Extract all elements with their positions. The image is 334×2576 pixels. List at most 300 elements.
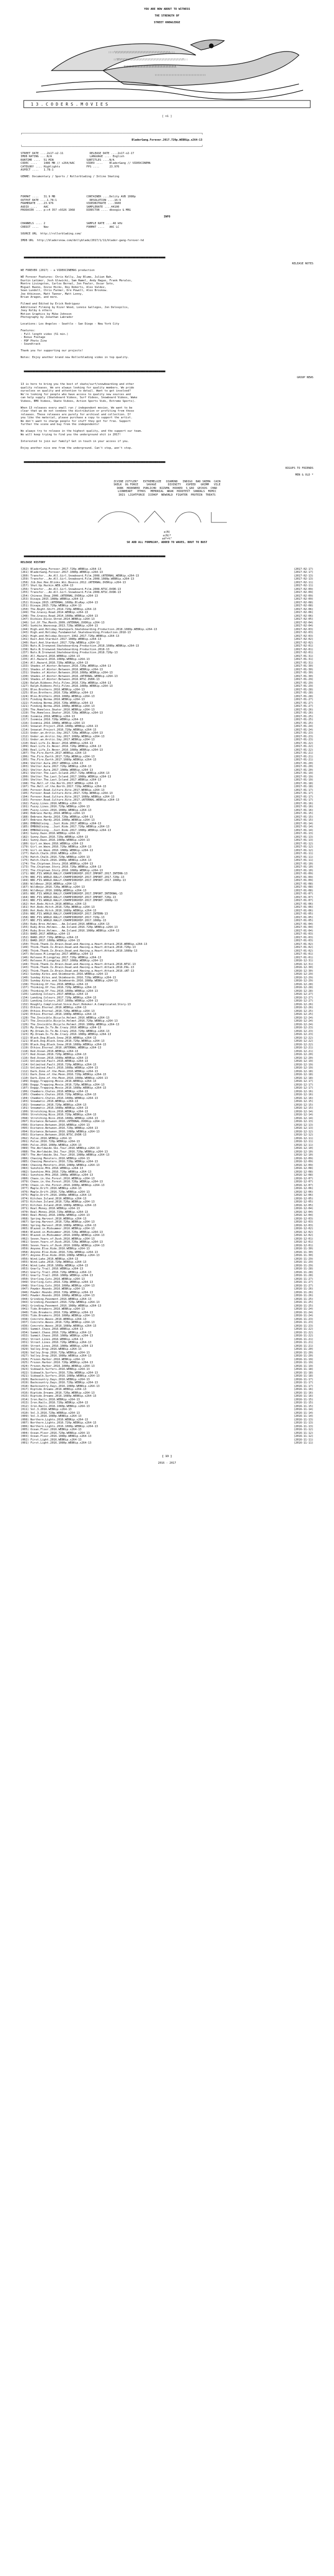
history-date: (2016-12-16)	[293, 1096, 313, 1100]
history-date: (2016-12-27)	[293, 993, 313, 996]
history-release-name: (104) Chambers.Chutes.2016.1080p.WEBRip.x264-13	[21, 1096, 98, 1100]
history-date: (2016-11-24)	[293, 1308, 313, 1311]
field-label: FORMAT ....	[86, 225, 110, 229]
field-row	[21, 209, 313, 212]
history-date: (2016-12-16)	[293, 1093, 313, 1096]
history-release-name: (098) Stretching.Nice.2016.1080p.WEBRip.x264-13	[21, 1116, 98, 1120]
history-date: (2017-01-20)	[293, 761, 313, 765]
history-release-name: (233) Shades.of.Winter.Between.2016.720p.WEBRip.x264-13	[21, 665, 111, 668]
history-date: (2016-12-17)	[293, 1087, 313, 1090]
history-date: (2016-12-22)	[293, 1036, 313, 1040]
history-release-name: (105) Chambers.Chutes.2016.720p.WEBRip.x264-13	[21, 1093, 96, 1096]
history-release-name: (148) Think.Thank.Is.Brain.Dead.and.Having.a.Heart.Attack.2016.1080p-13	[21, 949, 138, 953]
greetings-label: BIGUPS TO FRIENDS	[285, 466, 313, 470]
history-date: (2016-12-08)	[293, 1170, 313, 1174]
history-release-name: (213) Under.an.Arctic.Sky.2017.720p.WEBRip.x264-13	[21, 732, 103, 735]
notes-line: - Soundtrack	[21, 343, 41, 346]
field-value: p:c4 357 c9326 1968	[43, 209, 87, 212]
imdb-url[interactable]: http://bladersnow.com/dollyblade/2017/1/11/blader-gang-forever-hd	[37, 239, 144, 242]
field-value: 23.976	[109, 165, 153, 168]
group-news	[21, 383, 313, 450]
history-date: (2017-01-31)	[293, 661, 313, 665]
svg-text:llllllllllllllllllllllllllllll: llllllllllllllllllllllllllllllllll	[124, 65, 177, 69]
history-date: (2017-02-13)	[293, 574, 313, 578]
history-date: (2016-12-28)	[293, 986, 313, 989]
history-date: (2017-01-08)	[293, 882, 313, 886]
field-value: 2	[43, 222, 87, 225]
history-date: (2016-12-08)	[293, 1174, 313, 1177]
news-line: releases. These releases are purely for archival and collection. If	[21, 413, 131, 416]
news-line: quality releases. We are always looking for quality members. We pride	[21, 386, 135, 389]
history-date: (2016-12-15)	[293, 1103, 313, 1107]
history-release-name: (234) All.Hazard.2016.720p.WEBRip.x264-13	[21, 661, 88, 665]
history-date: (2017-02-09)	[293, 598, 313, 601]
history-date: (2017-02-06)	[293, 614, 313, 618]
history-release-name: (241) Rust.And.Stardust.2017.1080p.WEBRip.x264-13	[21, 638, 102, 641]
notes-line: Montre Livingston, Carlos Bernal, Jon Fowler, Oscar Soto,	[21, 282, 114, 285]
history-date: (2016-11-25)	[293, 1304, 313, 1308]
history-date: (2016-12-23)	[293, 1029, 313, 1033]
history-date: (2017-01-19)	[293, 778, 313, 782]
history-release-name: (164) NBC.FIS.WORLD.RALLY.CHAMPIONSHIP.2017.IMPORT.720p-13	[21, 895, 116, 899]
release-fields	[21, 152, 313, 172]
history-date: (2016-11-28)	[293, 1270, 313, 1274]
history-date: (2016-11-16)	[293, 1391, 313, 1395]
history-date: (2017-02-06)	[293, 607, 313, 611]
history-date: (2016-12-22)	[293, 1040, 313, 1043]
history-release-name: (084) Chasing.Monsters.2016.1080p.WEBRip.x264-13	[21, 1163, 100, 1167]
history-release-name: (037) Concrete.Waves.2016.720p.WEBRip.x264-13	[21, 1321, 95, 1324]
history-date: (2016-12-18)	[293, 1070, 313, 1073]
history-release-name: (218) Isomnia.2016.WEBRip.x264-13	[21, 715, 75, 718]
field-label: CATEGORY ....	[21, 165, 44, 168]
field-value: 1486 MB // x264/AAC	[43, 162, 87, 165]
history-date: (2016-11-21)	[293, 1344, 313, 1348]
history-date: (2016-12-03)	[293, 1221, 313, 1224]
history-release-name: (073) Kitchen.Island.2016.720p.WEBRip.x264-13	[21, 1200, 95, 1204]
history-release-name: (212) Under.an.Arctic.Sky.2017.1080p.WEBRip.x264-13	[21, 735, 105, 738]
history-date: (2016-12-06)	[293, 1190, 313, 1194]
field-label: CONTAINER ....	[86, 195, 110, 198]
field-value: dboogie & MRG	[109, 209, 153, 212]
signoff-line: a(N)	[163, 531, 171, 534]
history-release-name: (002) First.Light.2016.WEBRip.x264-13	[21, 1438, 81, 1442]
history-release-name: (156) Ruby.Bros.Holmes...Am.Island.2016.WEBRip.x264-13	[21, 922, 110, 926]
history-date: (2017-01-11)	[293, 859, 313, 862]
history-date: (2017-01-26)	[293, 711, 313, 715]
field-label: LANGUAGE ....	[89, 155, 113, 158]
history-date: (2016-11-24)	[293, 1311, 313, 1314]
history-date: (2016-11-30)	[293, 1247, 313, 1250]
field-label: DIRECTOR ....	[86, 209, 110, 212]
history-date: (2017-01-19)	[293, 775, 313, 778]
history-release-name: (123) My.Dream.Is.To.Be.Crazy.2016.1080p.WEBRip.x264-13	[21, 1033, 111, 1036]
field-label: IMDB RATING ....	[21, 155, 47, 158]
notes-line: - Bonus Footage	[21, 336, 45, 339]
history-release-name: (255) Transfer...An.All.Girl.Snowboard.Film.2008.NTSC.DVDR-13	[21, 591, 121, 594]
history-date: (2016-11-13)	[293, 1421, 313, 1425]
history-date: (2017-01-02)	[293, 942, 313, 946]
history-date: (2017-01-13)	[293, 835, 313, 839]
history-release-name: (027) Valley.Drop.2016.1080p.WEBRip.x264-13	[21, 1354, 92, 1358]
history-release-name: (182) Sunny.Daze.2016.720p.WEBRip.x264-13	[21, 835, 88, 839]
history-release-name: (210) Real.Life.Is.Never.2016.WEBRip.x264-13	[21, 741, 93, 745]
field-value: 2o17-o2-17	[118, 151, 161, 155]
field-label: VIDEO ....	[86, 162, 110, 165]
history-release-name: (216) Isomnia.2016.1080p.WEBRip.x264-13	[21, 721, 85, 725]
history-date: (2017-02-09)	[293, 591, 313, 594]
history-release-name: (060) Seven.Years.of.Dusk.2016.1080p.WEBRip.x264-13	[21, 1244, 105, 1247]
history-release-name: (259) Transfer...An.All.Girl.Snowboard.Film.2008.1080p.WEBRip.x264-13	[21, 578, 135, 581]
history-date: (2016-12-09)	[293, 1160, 313, 1163]
history-release-name: (131) Ethios.Eternal.2016.WEBRip.x264-13	[21, 1006, 87, 1009]
greetings-list	[21, 480, 313, 497]
history-release-name: (034) Summit.Chase.2016.720p.WEBRip.x264-13	[21, 1331, 92, 1334]
history-date: (2016-12-11)	[293, 1140, 313, 1143]
history-date: (2017-01-27)	[293, 701, 313, 705]
history-date: (2017-01-23)	[293, 732, 313, 735]
history-date: (2016-12-10)	[293, 1150, 313, 1154]
history-release-name: (209) Real.Life.Is.Never.2016.720p.WEBRip.x264-13	[21, 745, 102, 748]
news-line: When 13 releases every small run / independent movies. We want to be	[21, 406, 132, 410]
history-release-name: (061) Seven.Years.of.Dusk.2016.720p.WEBRip.x264-13	[21, 1241, 103, 1244]
history-release-name: (149) Think.Thank.Is.Brain.Dead.and.Having.a.Heart.Attack.2016.720p-13	[21, 946, 136, 949]
history-date: (2017-02-02)	[293, 641, 313, 645]
history-release-name: (086) Chasing.Monsters.2016.WEBRip.x264-13	[21, 1157, 90, 1160]
field-label	[87, 168, 110, 172]
history-date: (2017-02-17)	[293, 567, 313, 571]
notes-line: Brian Aragon, and more.	[21, 296, 59, 299]
history-release-name: (172) The.Chiptown.Story.2016.1080p.WEBRip.x264-13	[21, 869, 103, 872]
history-date: (2017-01-06)	[293, 909, 313, 912]
history-date: (2017-01-01)	[293, 956, 313, 959]
history-date: (2017-01-21)	[293, 755, 313, 758]
field-label: ASPECT ....	[21, 168, 44, 172]
history-release-name: (118) Red.Ocean.2016.WEBRip.x264-13	[21, 1049, 78, 1053]
history-date: (2016-11-25)	[293, 1301, 313, 1304]
history-date: (2017-02-06)	[293, 611, 313, 614]
history-date: (2016-12-25)	[293, 1009, 313, 1013]
history-date: (2017-01-04)	[293, 929, 313, 933]
history-release-name: (192) Fuzzy.Lines.2016.WEBRip.x264-13	[21, 802, 81, 805]
history-date: (2017-01-19)	[293, 772, 313, 775]
history-release-name: (058) Anyone.Else.Ride.2016.720p.WEBRip.x264-13	[21, 1250, 98, 1254]
history-date: (2016-12-19)	[293, 1060, 313, 1063]
field-label: AUDIO ....	[21, 205, 44, 209]
signoff-logo	[21, 507, 313, 528]
history-release-name: (207) The.Fire.Earth.2017.WEBRip.x264-13	[21, 752, 87, 755]
history-release-name: (048) Sterling.Cuts.2016.1080p.WEBRip.x264-13	[21, 1284, 95, 1287]
history-release-name: (112) Dark.Zone.of.the.Moon.2016.WEBRip.x264-13	[21, 1070, 98, 1073]
history-date: (2016-11-30)	[293, 1254, 313, 1257]
history-release-name: (019) Backcountry.Days.2016.720p.WEBRip.x264-13	[21, 1381, 98, 1384]
history-date: (2017-01-17)	[293, 792, 313, 795]
history-release-name: (174) The.Chiptown.Story.2016.WEBRip.x264-13	[21, 862, 93, 866]
field-value: English	[112, 155, 156, 158]
history-date: (2016-11-15)	[293, 1404, 313, 1408]
history-release-name: (032) Street.Lines.2016.WEBRip.x264-13	[21, 1337, 84, 1341]
news-line: We're looking for people who have access to quality new sources and	[21, 393, 131, 396]
history-release-name: (175) Hatch.Chalk.2016.1080p.WEBRip.x264-13	[21, 859, 92, 862]
history-release-name: (059) Anyone.Else.Ride.2016.WEBRip.x264-13	[21, 1247, 90, 1250]
field-value: 51 MIN	[43, 158, 87, 162]
history-date: (2016-12-14)	[293, 1110, 313, 1113]
history-release-name: (031) Street.Lines.2016.720p.WEBRip.x264-13	[21, 1341, 92, 1344]
history-release-name: (257) Shut.Up.Huckin.WEB.x264-13	[21, 584, 74, 587]
history-release-name: (094) Distance.Between.2016.1080p.WEBRip.x264-13	[21, 1130, 100, 1133]
history-date: (2017-01-12)	[293, 845, 313, 849]
history-date: (2017-01-22)	[293, 741, 313, 745]
field-value: 1.78:1	[47, 198, 90, 202]
history-release-name: (013) Iron.Rails.2016.720p.WEBRip.x264-13	[21, 1401, 88, 1404]
history-release-name: (231) Shades.of.Winter.Between.2016.1080p.WEBRip.x264-13	[21, 671, 113, 674]
history-release-name: (080) Chaos.in.the.Forest.2016.WEBRip.x264-13	[21, 1177, 95, 1180]
history-release-name: (089) The.Worldwide.Ski.Tour.2016.WEBRip.x264-13	[21, 1147, 100, 1150]
history-release-name: (144) Think.Thank.Is.Brain.Dead.and.Having.a.Heart.Attack.2016.NTSC-13	[21, 962, 136, 966]
motto-line-3: STREET KNOWLEDGE	[154, 21, 180, 24]
news-line: We don't want to charge people for stuff they got for free. Support	[21, 419, 131, 423]
field-value: 44100	[111, 205, 154, 209]
history-release-name: (128) The.Invisible.Bicycle.Helmet.2016.WEBRip.x264-13	[21, 1016, 110, 1020]
history-release-name: (258) Jib.Dee.Hoe.Blinks.Wii.Bounce.2012.iNTERNAL.DVDRip.x264-13	[21, 581, 126, 584]
history-date: (2016-12-11)	[293, 1137, 313, 1140]
history-date: (2016-12-28)	[293, 982, 313, 986]
history-release-name: (229) Shades.of.Winter.Between.2016.NTSC.DVDR-13	[21, 678, 100, 681]
history-release-name: (157) NBC.FIS.WORLD.RALLY.CHAMPIONSHIP.2017.1080p-13	[21, 919, 106, 922]
history-release-name: (129) Ethios.Eternal.2016.1080p.WEBRip.x264-13	[21, 1013, 96, 1016]
history-date: (2017-02-01)	[293, 645, 313, 648]
field-value: N/A	[109, 158, 153, 162]
history-release-name: (223) Finding.Norma.2016.WEBRip.x264-13	[21, 698, 85, 701]
history-date: (2017-01-15)	[293, 812, 313, 815]
history-date: (2016-12-13)	[293, 1120, 313, 1123]
history-release-name: (201) Shelter.The.Last.Island.2017.720p.WEBRip.x264-13	[21, 772, 110, 775]
source-url[interactable]: http://rollerblading.com/	[40, 232, 82, 235]
history-date: (2016-12-22)	[293, 1043, 313, 1046]
history-date: (2017-02-08)	[293, 604, 313, 607]
history-release-name: (038) Concrete.Waves.2016.WEBRip.x264-13	[21, 1317, 87, 1321]
history-date: (2016-12-20)	[293, 1053, 313, 1056]
history-date: (2016-12-28)	[293, 989, 313, 993]
history-date: (2016-11-29)	[293, 1257, 313, 1261]
history-date: (2016-12-27)	[293, 996, 313, 999]
history-release-name: (189) Embrace.Hardy.2016.WEBRip.x264-13	[21, 812, 85, 815]
signoff-line: SO ADD ALL FORMUJAY, ADDED TO WAVES, BOUT TO BUST	[126, 540, 208, 544]
history-release-name: (159) NBC.FIS.WORLD.RALLY.CHAMPIONSHIP.2017.INTERN-13	[21, 912, 108, 916]
history-date: (2016-11-26)	[293, 1291, 313, 1294]
news-line: We always try to release in the highest quality, and the support our team.	[21, 430, 142, 433]
history-release-name: (102) Snowmatic.2016.720p.WEBRip.x264-13	[21, 1103, 87, 1107]
history-release-name: (202) Shelter.Aura.2017.1080p.WEBRip.x264-13	[21, 768, 93, 772]
history-date: (2017-02-13)	[293, 578, 313, 581]
news-line: you like the material, please purchase a copy to support the artist.	[21, 416, 132, 419]
history-release-name: (012) Iron.Rails.2016.1080p.WEBRip.x264-13	[21, 1404, 90, 1408]
history-date: (2016-11-21)	[293, 1337, 313, 1341]
history-release-name: (251) Dixaya.2015.720p.WEBRip.x264-13	[21, 604, 81, 607]
history-date: (2016-12-31)	[293, 962, 313, 966]
signoff-line: ad*+%"	[162, 537, 172, 540]
history-date: (2016-12-05)	[293, 1200, 313, 1204]
history-date: (2016-12-15)	[293, 1107, 313, 1110]
history-release-name: (074) Kitchen.Island.2016.WEBRip.x264-13	[21, 1197, 87, 1200]
history-release-name: (076) Maple.Drift.2016.720p.WEBRip.x264-13	[21, 1190, 90, 1194]
history-release-name: (168) Wildboyz.2016.WEBRip.x264-13	[21, 882, 77, 886]
history-release-name: (246) 1st.Of.The.Month.2009.iNTERNAL.DVDRip.x264-13	[21, 621, 105, 624]
history-date: (2017-01-17)	[293, 799, 313, 802]
history-release-name: (132) Roughly.Complicated.Since.Dust.Hoboker.A.Complicated.Story-13	[21, 1003, 131, 1006]
history-release-name: (029) Valley.Drop.2016.WEBRip.x264-13	[21, 1348, 81, 1351]
history-row	[21, 1442, 313, 1445]
history-date: (2017-01-04)	[293, 922, 313, 926]
history-date: (2016-12-12)	[293, 1130, 313, 1133]
history-release-name: (124) My.Dream.Is.To.Be.Crazy.2016.720p.WEBRip.x264-13	[21, 1029, 110, 1033]
history-date: (2017-01-20)	[293, 768, 313, 772]
history-date: (2016-12-10)	[293, 1154, 313, 1157]
specs-section	[21, 192, 313, 246]
field-label: SAMPLERATE ....	[86, 205, 111, 209]
history-release-name: (109) Doggy.Trapping.Movie.2016.WEBRip.x264-13	[21, 1080, 96, 1083]
history-release-name: (245) Sunkite.Wavesoup.2013.720p.WEBRip.x264-13	[21, 624, 98, 628]
history-date: (2017-01-01)	[293, 953, 313, 956]
history-date: (2016-11-23)	[293, 1324, 313, 1328]
history-date: (2016-11-20)	[293, 1351, 313, 1354]
history-date: (2016-12-29)	[293, 976, 313, 979]
field-label: SUBTITLES ....	[86, 158, 110, 162]
history-date: (2017-01-14)	[293, 822, 313, 825]
history-date: (2016-11-18)	[293, 1368, 313, 1371]
history-release-name: (078) Chaos.in.the.Forest.2016.1080p.WEBRip.x264-13	[21, 1183, 105, 1187]
history-release-name: (145) Release.M.Longplay.2017.1080p.WEBRip.x264-13	[21, 959, 103, 962]
history-date: (2016-11-30)	[293, 1250, 313, 1254]
history-date: (2016-11-22)	[293, 1334, 313, 1337]
history-date: (2016-11-12)	[293, 1435, 313, 1438]
history-release-name: (244) High.and.Holiday.Skatepark.Skateboarding.Production.2018.1080p.WEBRip.x264-13	[21, 628, 157, 631]
history-date: (2017-01-21)	[293, 758, 313, 761]
history-release-name: (232) Shades.of.Winter.Between.2016.WEBRip.x264-13	[21, 668, 103, 671]
history-date: (2017-02-05)	[293, 618, 313, 621]
history-date: (2016-12-09)	[293, 1157, 313, 1160]
history-release-name: (075) Maple.Drift.2016.1080p.WEBRip.x264-13	[21, 1194, 92, 1197]
history-date: (2017-01-03)	[293, 933, 313, 936]
history-date: (2016-11-17)	[293, 1384, 313, 1388]
history-release-name: (133) Landing.Colours.2017.1080p.WEBRip.x264-13	[21, 999, 98, 1003]
history-date: (2016-12-12)	[293, 1133, 313, 1137]
history-release-name: (154) Ruby.Bros.Holmes...Am.Island.2016.1080p.WEBRip.x264-13	[21, 929, 120, 933]
history-date: (2016-12-19)	[293, 1066, 313, 1070]
history-release-name: (110) Dark.Zone.of.the.Moon.2016.1080p.WEBRip.x264-13	[21, 1076, 108, 1080]
history-date: (2016-12-19)	[293, 1063, 313, 1066]
history-release-name: (162) Hot.Rods.Hitch.2016.WEBRip.x264-13	[21, 902, 87, 906]
history-date: (2016-11-19)	[293, 1358, 313, 1361]
history-release-name: (225) Bloo.Brothers.2016.720p.WEBRip.x264-13	[21, 691, 93, 694]
history-date: (2016-11-22)	[293, 1331, 313, 1334]
history-date: (2017-02-01)	[293, 651, 313, 654]
history-release-name: (050) Sterling.Cuts.2016.WEBRip.x264-13	[21, 1277, 85, 1281]
history-date: (2017-01-05)	[293, 916, 313, 919]
history-date: (2017-01-18)	[293, 782, 313, 785]
history-release-name: (204) Shelter.Aura.2017.WEBRip.x264-13	[21, 761, 84, 765]
release-notes-label: RELEASE NOTES	[292, 262, 313, 265]
history-date: (2016-11-27)	[293, 1281, 313, 1284]
history-release-name: (181) Sunny.Daze.2016.1080p.WEBRip.x264-13	[21, 839, 90, 842]
motto-line-1: YOU ARE NOW ABOUT TO WITNESS	[144, 7, 190, 11]
history-date: (2016-12-17)	[293, 1083, 313, 1087]
notes-line: Joe Atkinson, Matt Tanner, Matt Lonny,	[21, 292, 84, 296]
history-date: (2017-02-09)	[293, 587, 313, 591]
history-date: (2016-12-07)	[293, 1180, 313, 1183]
history-release-name: (237) Nuts.N.Ironwood.Skateboarding.Production.2018.720p-13	[21, 651, 118, 654]
footer-label: [ 13 ]	[162, 1455, 172, 1458]
history-release-name: (197) The.Hell.of.the.North.2017.720p.WEBRip.x264-13	[21, 785, 106, 788]
history-release-name: (227) Ralph.Ribbons.Poly.Films.2016.1080p.WEBRip.x264-13	[21, 685, 113, 688]
notes-line: Miguel Bueno, Ozzie Hicks, Roy Roberts, Alex Valdez,	[21, 285, 106, 289]
history-release-name: (194) Forever.Road.Culture.Rite.2017.1080p.WEBRip.x264-13	[21, 795, 114, 799]
history-date: (2017-01-13)	[293, 832, 313, 835]
svg-text:::ll\\\\\\\\\\\\\\\\\\\\\\\\\\: ::ll\\\\\\\\\\\\\\\\\\\\\\\\\\\\\\\\\\\\\\\\ll::	[113, 58, 188, 61]
history-release-name: (022) Sidewalk.Surfers.2016.720p.WEBRip.x264-13	[21, 1371, 98, 1375]
field-label: RESOLUTION ....	[89, 198, 114, 202]
history-label: RELEASE HISTORY	[21, 561, 45, 564]
history-date: (2016-12-03)	[293, 1217, 313, 1221]
history-release-name: (010) Vol.3.2016.720p.WEBRip.x264-13	[21, 1411, 80, 1415]
history-release-name: (004) Ocean.Floor.2016.720p.WEBRip.x264-13	[21, 1431, 90, 1435]
history-release-name: (126) The.Invisible.Bicycle.Helmet.2016.1080p.WEBRip.x264-13	[21, 1023, 120, 1026]
history-date: (2017-02-03)	[293, 634, 313, 638]
history-release-name: (055) Wind.Lake.2016.720p.WEBRip.x264-13	[21, 1261, 87, 1264]
history-date: (2016-12-06)	[293, 1187, 313, 1190]
history-date: (2017-01-28)	[293, 691, 313, 694]
history-date: (2016-12-14)	[293, 1113, 313, 1116]
history-release-name: (211) Under.an.Arctic.Sky.2017.WEBRip.x264-13	[21, 738, 95, 741]
history-release-name: (179) Girl.on.Wave.2016.720p.WEBRip.x264-13	[21, 845, 92, 849]
history-date: (2016-11-16)	[293, 1395, 313, 1398]
history-release-name: (217) Isomnia.2016.720p.WEBRip.x264-13	[21, 718, 84, 721]
history-date: (2016-11-27)	[293, 1284, 313, 1287]
history-release-name: (240) Rust.And.Stardust.2017.720p.WEBRip.x264-13	[21, 641, 100, 645]
history-release-name: (228) Ralph.Ribbons.Poly.Films.2016.720p.WEBRip.x264-13	[21, 681, 111, 685]
history-date: (2016-12-15)	[293, 1100, 313, 1103]
history-release-name: (130) Ethios.Eternal.2016.720p.WEBRip.x264-13	[21, 1009, 95, 1013]
history-date: (2016-12-27)	[293, 999, 313, 1003]
history-release-name: (155) Ruby.Bros.Holmes...Am.Island.2016.720p.WEBRip.x264-13	[21, 926, 118, 929]
history-date: (2016-12-29)	[293, 973, 313, 976]
history-date: (2017-02-03)	[293, 628, 313, 631]
history-date: (2017-01-27)	[293, 705, 313, 708]
history-date: (2016-12-23)	[293, 1033, 313, 1036]
news-line: can help supply (Skateboard Videos, Surf Videos, Snowboard Videos, Wake	[21, 396, 138, 399]
history-date: (2016-11-23)	[293, 1321, 313, 1324]
history-release-name: (108) Doggy.Trapping.Movie.2016.720p.WEBRip.x264-13	[21, 1083, 105, 1087]
history-release-name: (113) Unlimited.Fault.2016.1080p.WEBRip.x264-13	[21, 1066, 98, 1070]
info-label: INFO	[163, 215, 171, 218]
field-label: CODEC ....	[21, 162, 44, 165]
history-release-name: (152) BARD.2017.720p.WEBRip.x264-13	[21, 936, 78, 939]
history-release-name: (146) Release.M.Longplay.2017.720p.WEBRip.x264-13	[21, 956, 102, 959]
history-date: (2016-11-12)	[293, 1428, 313, 1431]
release-genre: GENRE: Documentary / Sports / Rollerblading / Inline Skating	[21, 175, 120, 178]
history-date: (2016-11-26)	[293, 1287, 313, 1291]
history-date: (2016-11-28)	[293, 1274, 313, 1277]
history-release-name: (088) The.Worldwide.Ski.Tour.2016.720p.WEBRip.x264-13	[21, 1150, 108, 1154]
history-release-name: (203) Shelter.Aura.2017.720p.WEBRip.x264-13	[21, 765, 92, 768]
history-release-name: (093) Distance.Between.2016.NTSC.DVDR-13	[21, 1133, 87, 1137]
history-release-name: (166) Wildboyz.2016.1080p.WEBRip.x264-13	[21, 889, 87, 892]
notes-line: Additional Filming by Kizer Wood, Lonnie Gallegos, Jon Delospilis,	[21, 306, 129, 309]
history-date: (2016-11-13)	[293, 1418, 313, 1421]
greeting-row: ZCVIBE 2STYLER* EXTREMELUZE DIAMOND INDIGO BAD SKEMA CAIN	[113, 480, 221, 483]
history-release-name: (056) Wind.Lake.2016.WEBRip.x264-13	[21, 1257, 78, 1261]
history-date: (2016-11-15)	[293, 1401, 313, 1404]
